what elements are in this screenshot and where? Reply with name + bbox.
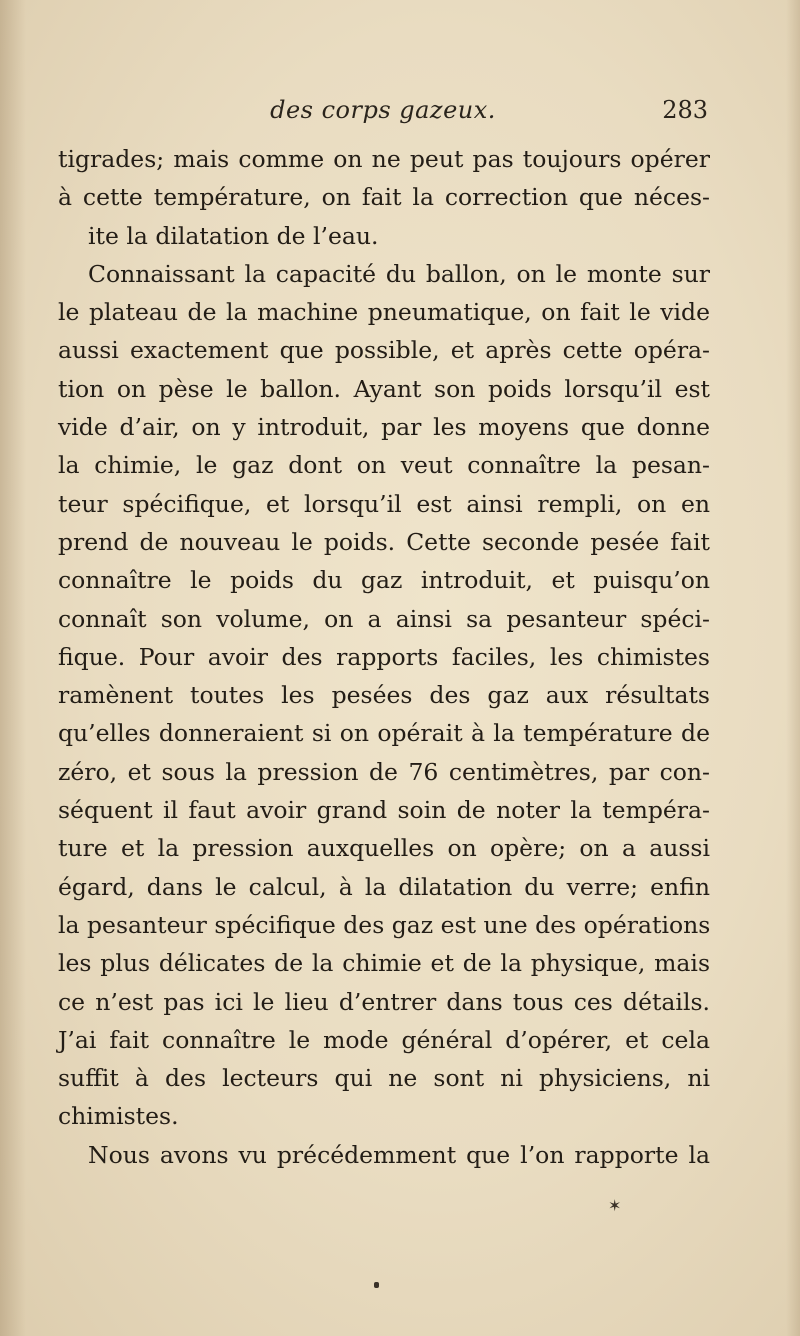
text-line: le plateau de la machine pneumatique, on fait le vide [58, 298, 710, 327]
right-edge-shadow [786, 0, 800, 1336]
text-line: J’ai fait connaître le mode général d’opérer, et cela [58, 1025, 710, 1054]
text-line: ite la dilatation de l’eau. [88, 221, 379, 250]
text-line: la pesanteur spécifique des gaz est une des opérations [58, 910, 711, 939]
text-line: Nous avons vu précédemment que l’on rapporte la [88, 1140, 710, 1169]
body-text [58, 140, 710, 1174]
page-number: 283 [662, 96, 708, 124]
text-line: les plus délicates de la chimie et de la physique, mais [58, 949, 710, 978]
text-line: prend de nouveau le poids. Cette seconde pesée fait [58, 527, 710, 556]
text-line: chimistes. [58, 1102, 179, 1131]
signature-mark: ✶ [608, 1196, 622, 1215]
text-line: ture et la pression auxquelles on opère; on a aussi [58, 834, 710, 863]
text-line: ramènent toutes les pesées des gaz aux résultats [58, 681, 710, 710]
text-line: fique. Pour avoir des rapports faciles, les chimistes [58, 642, 710, 671]
text-line: connaître le poids du gaz introduit, et puisqu’on [58, 566, 710, 595]
text-line: à cette température, on fait la correction que néces- [58, 183, 710, 212]
text-line: Connaissant la capacité du ballon, on le monte sur [88, 259, 710, 288]
running-title: des corps gazeux. [270, 96, 496, 124]
text-line: tigrades; mais comme on ne peut pas toujours opérer [58, 145, 710, 173]
text-line: la chimie, le gaz dont on veut connaître la pesan- [58, 451, 710, 480]
text-line: vide d’air, on y introduit, par les moyens que donne [58, 413, 710, 442]
text-line: connaît son volume, on a ainsi sa pesanteur spéci- [58, 604, 710, 633]
text-line: égard, dans le calcul, à la dilatation du verre; enfin [58, 872, 710, 901]
text-line: qu’elles donneraient si on opérait à la température de [58, 719, 710, 748]
text-line: suffit à des lecteurs qui ne sont ni physiciens, ni [58, 1064, 710, 1093]
text-line: teur spécifique, et lorsqu’il est ainsi rempli, on en [58, 489, 710, 518]
ink-dot [374, 1282, 379, 1288]
text-line: zéro, et sous la pression de 76 centimètres, par con- [58, 757, 710, 786]
text-line: ce n’est pas ici le lieu d’entrer dans tous ces détails. [58, 987, 710, 1016]
text-line: tion on pèse le ballon. Ayant son poids lorsqu’il est [58, 374, 710, 403]
left-edge-shadow [0, 0, 26, 1336]
page-header [58, 96, 708, 130]
text-line: séquent il faut avoir grand soin de noter la tempéra- [58, 796, 710, 825]
text-line: aussi exactement que possible, et après cette opéra- [58, 336, 710, 365]
